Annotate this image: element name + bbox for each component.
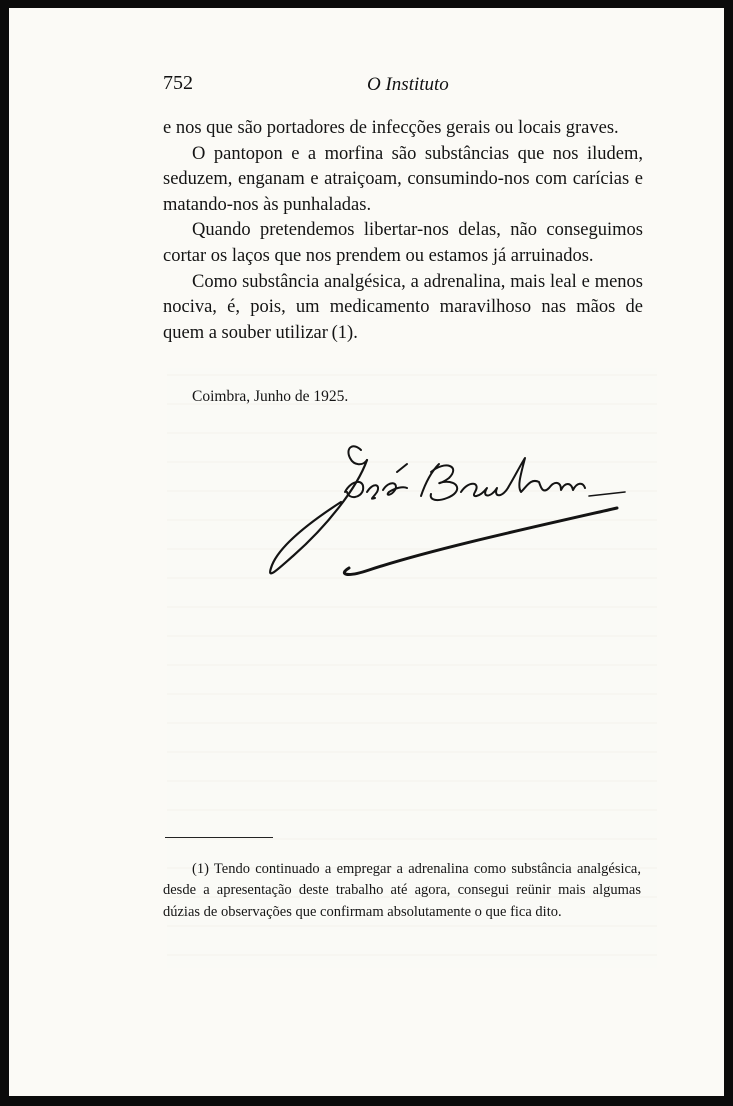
document-page xyxy=(9,8,724,1096)
paragraph-2: O pantopon e a morfina são substâncias que nos iludem, seduzem, enganam e atraiçoam, consumindo-nos com carícias e matando-nos às punhaladas. xyxy=(163,143,643,215)
paragraph-4-period: . xyxy=(353,322,358,343)
running-title: O Instituto xyxy=(367,74,449,95)
paragraph-4-text: Como substância analgésica, a adrenalina, mais leal e menos nociva, é, pois, um medicamento maravilhoso nas mãos de quem a souber utilizar xyxy=(163,271,643,343)
paragraph-1: e nos que são portadores de infecções gerais ou locais graves. xyxy=(163,118,619,138)
page-header xyxy=(163,72,643,102)
handwritten-signature xyxy=(249,436,629,586)
footnote-reference: (1) xyxy=(331,322,354,343)
paragraph-3: Quando pretendemos libertar-nos delas, não conseguimos cortar os laços que nos prendem ou estamos já arruinados. xyxy=(163,220,643,266)
body-text xyxy=(163,116,643,346)
signature xyxy=(249,436,629,586)
footnote-marker: (1) xyxy=(192,861,209,877)
footnote-divider xyxy=(165,837,273,838)
footnote-text: Tendo continuado a empregar a adrenalina como substância analgésica, desde a apresentação deste trabalho até agora, consegui reünir mais algumas dúzias de observações que confirmam absolutamente o que fica dito. xyxy=(163,861,641,920)
footnote xyxy=(163,859,641,923)
page-number: 752 xyxy=(163,72,193,94)
paragraph-4 xyxy=(163,270,643,347)
dateline: Coimbra, Junho de 1925. xyxy=(192,388,349,405)
